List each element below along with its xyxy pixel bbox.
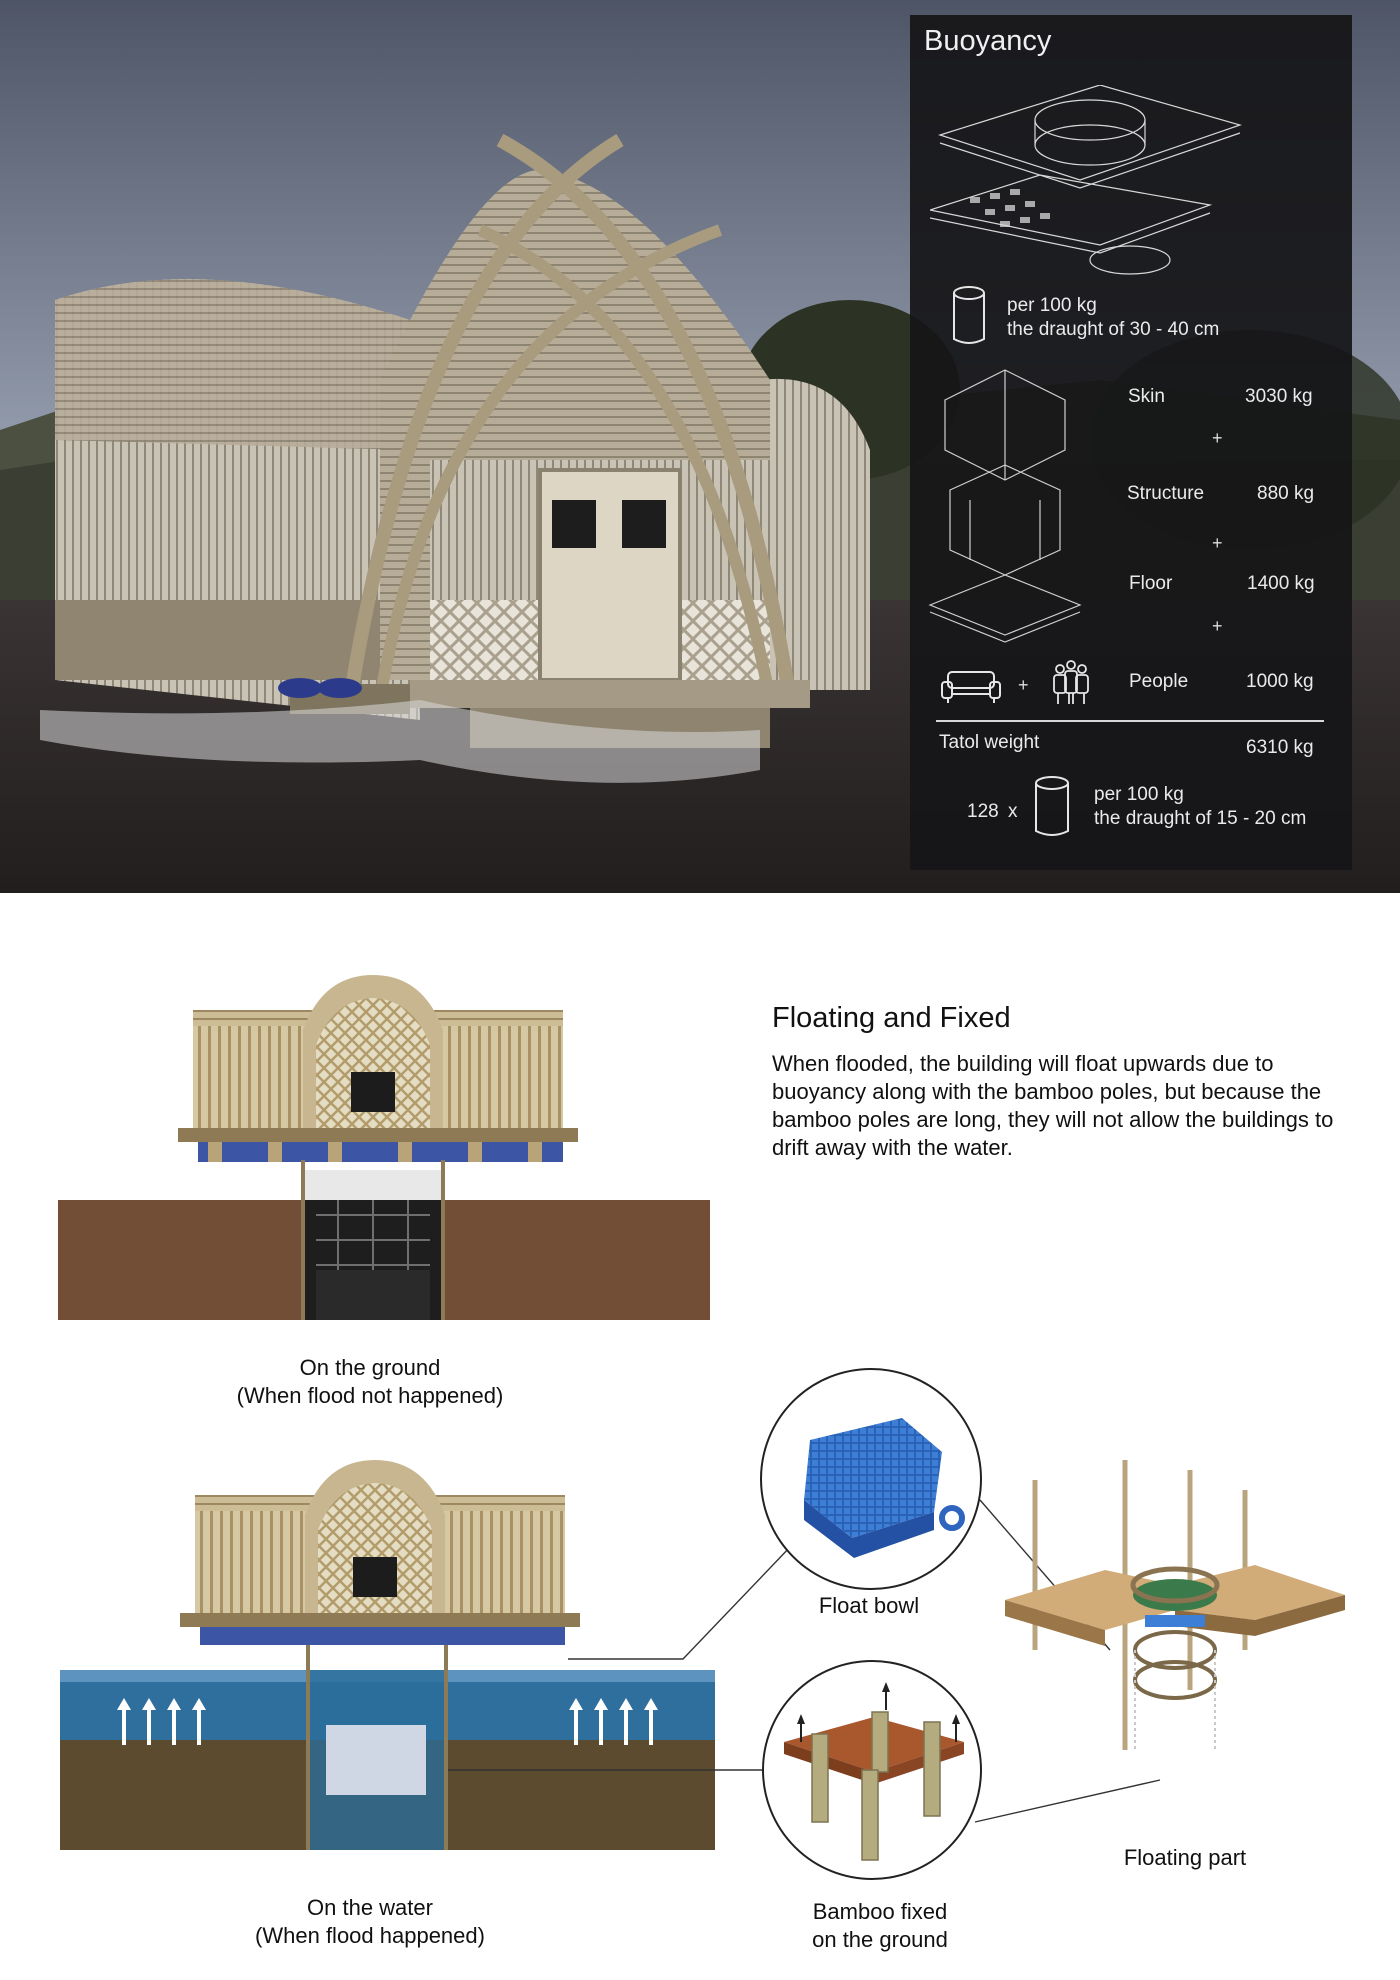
section-on-ground <box>58 970 710 1320</box>
load-value-people: 1000 kg <box>1246 671 1314 692</box>
caption-float-bowl: Float bowl <box>818 1593 920 1618</box>
total-value: 6310 kg <box>1246 737 1314 758</box>
plus-sign: + <box>1018 675 1029 695</box>
plus-sign: + <box>1212 533 1223 553</box>
caption-on-ground <box>170 1354 570 1410</box>
panel-title: Buoyancy <box>924 25 1052 57</box>
people-icon <box>1049 660 1093 706</box>
floating-part-render <box>995 1450 1355 1810</box>
drum-icon <box>1034 775 1070 839</box>
caption-on-ground-line1: On the ground <box>299 1355 441 1380</box>
caption-bamboo-line1: Bamboo fixed <box>812 1899 948 1924</box>
sofa-icon <box>940 668 1002 704</box>
total-label: Tatol weight <box>939 732 1040 753</box>
load-label-floor: Floor <box>1129 573 1173 594</box>
load-value-skin: 3030 kg <box>1245 386 1313 407</box>
drum-icon <box>952 285 986 347</box>
exploded-floor-drawing <box>930 85 1250 285</box>
load-value-structure: 880 kg <box>1257 483 1315 504</box>
float-bowl-detail <box>760 1368 982 1590</box>
load-value-floor: 1400 kg <box>1247 573 1315 594</box>
final-note-line2: the draught of 15 - 20 cm <box>1094 808 1307 829</box>
final-note-line1: per 100 kg <box>1094 784 1184 805</box>
times-sign: x <box>1008 801 1018 822</box>
caption-bamboo-fixed <box>770 1898 990 1954</box>
caption-on-water-line2: (When flood happened) <box>255 1923 485 1948</box>
caption-on-water <box>170 1894 570 1950</box>
drum-note-line2: the draught of 30 - 40 cm <box>1007 319 1220 340</box>
load-label-structure: Structure <box>1127 483 1205 504</box>
load-label-skin: Skin <box>1128 386 1165 407</box>
drum-count: 128 <box>967 801 999 822</box>
caption-on-water-line1: On the water <box>307 1895 433 1920</box>
plus-sign: + <box>1212 616 1223 636</box>
floating-fixed-title: Floating and Fixed <box>772 1002 1011 1034</box>
exploded-building-drawing <box>925 360 1085 660</box>
total-divider <box>936 720 1324 722</box>
bamboo-pole-icon <box>764 1662 980 1878</box>
final-note <box>1094 783 1306 831</box>
drum-note-line1: per 100 kg <box>1007 295 1097 316</box>
caption-floating-part: Floating part <box>1123 1845 1247 1870</box>
floating-fixed-body: When flooded, the building will float upwards due to buoyancy along with the bamboo poles, but because the bamboo poles are long, they will not allow the buildings to drift away with the water. <box>772 1051 1334 1160</box>
buoyancy-panel <box>910 15 1352 870</box>
plus-sign: + <box>1212 428 1223 448</box>
float-bowl-icon <box>762 1370 980 1588</box>
caption-on-ground-line2: (When flood not happened) <box>236 1383 504 1408</box>
drum-note <box>1007 294 1219 342</box>
bamboo-fixed-detail <box>762 1660 982 1880</box>
caption-bamboo-line2: on the ground <box>812 1927 948 1952</box>
load-label-people: People <box>1129 671 1189 692</box>
